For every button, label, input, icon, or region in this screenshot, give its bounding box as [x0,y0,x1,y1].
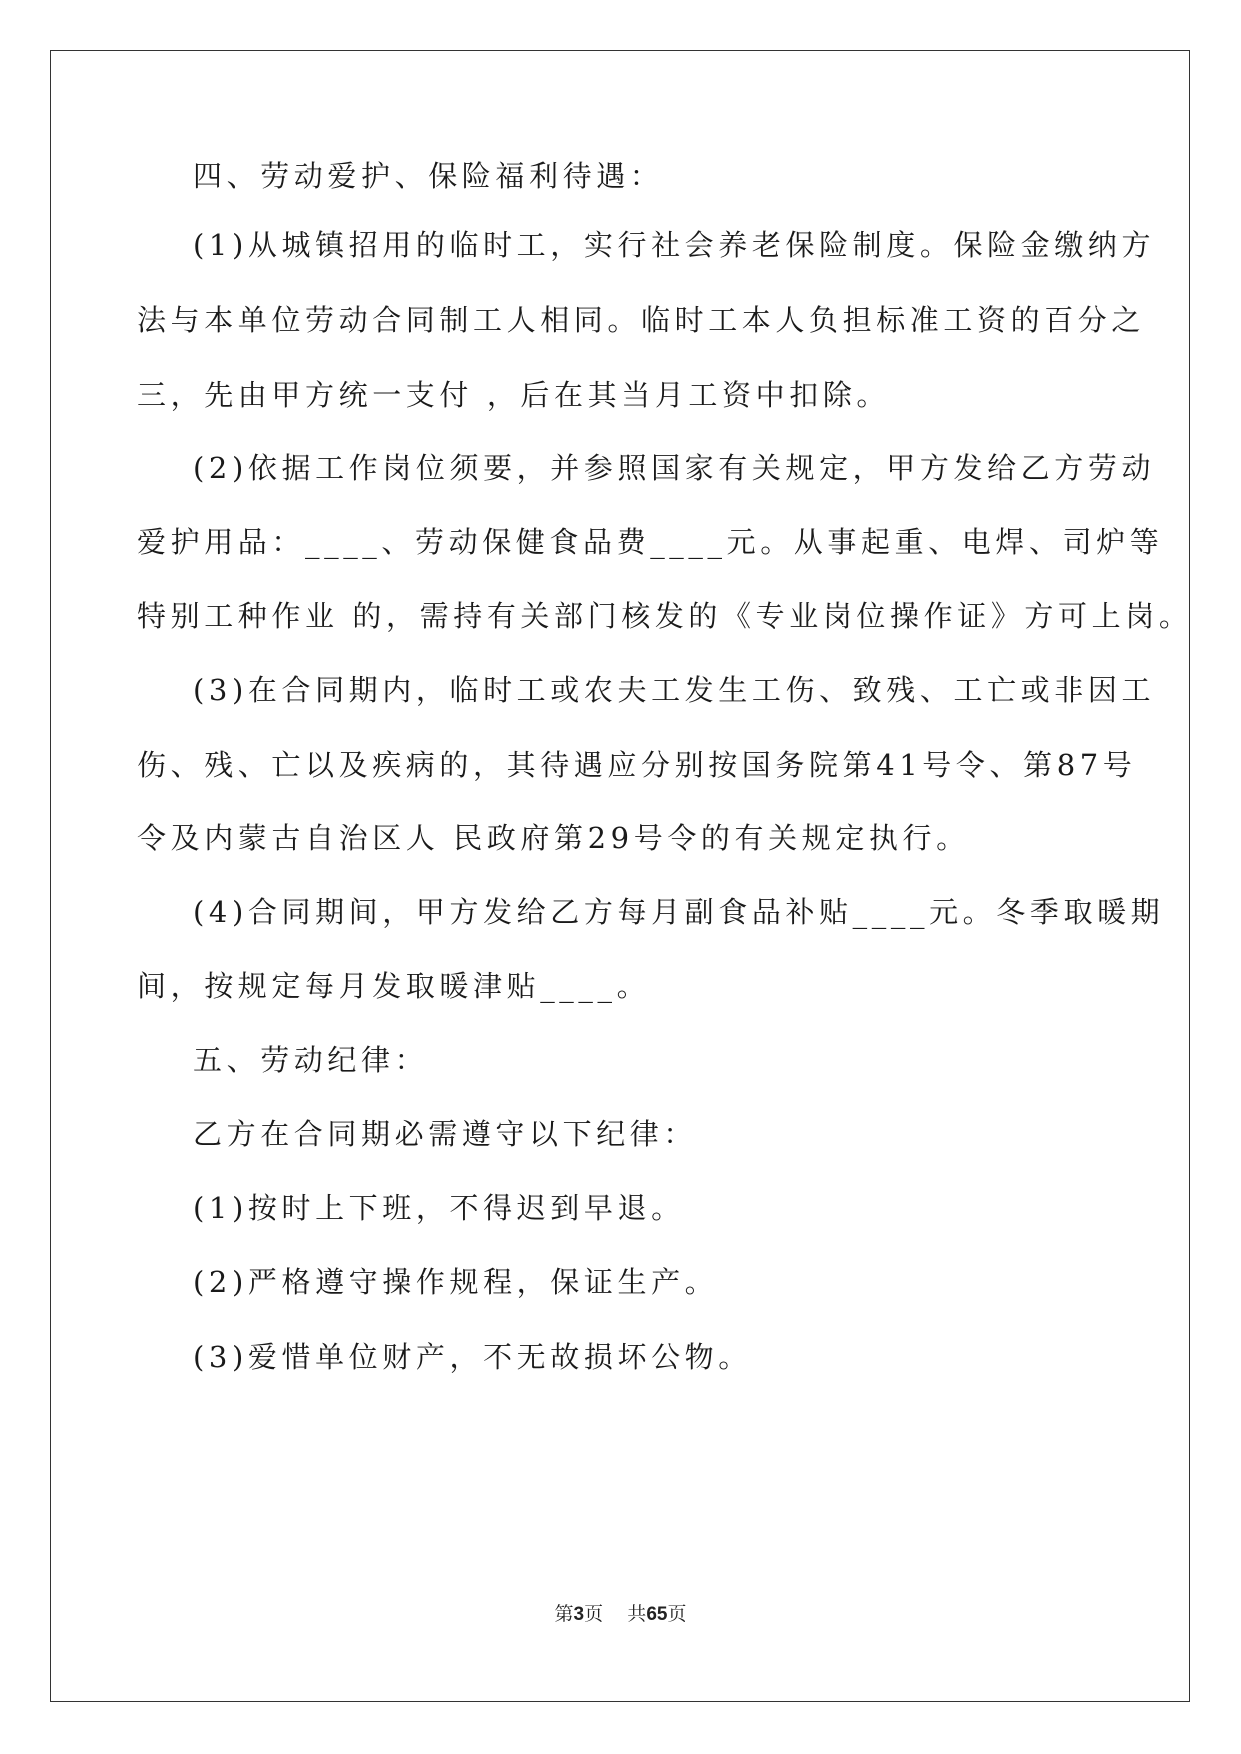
page-footer [0,1602,1241,1627]
paragraph-line: 爱护用品：____、劳动保健食品费____元。从事起重、电焊、司炉等 [137,525,1164,559]
page-prefix: 第 [554,1603,574,1625]
total-page-count: 65 [646,1604,668,1625]
paragraph-line: 乙方在合同期必需遵守以下纪律： [193,1117,698,1151]
paragraph-line: (3)在合同期内，临时工或农夫工发生工伤、致残、工亡或非因工 [193,673,1156,707]
paragraph-line: 伤、残、亡以及疾病的，其待遇应分别按国务院第41号令、第87号 [137,748,1137,782]
list-item: (3)爱惜单位财产，不无故损坏公物。 [193,1340,752,1374]
paragraph-line: (4)合同期间，甲方发给乙方每月副食品补贴____元。冬季取暖期 [193,895,1165,929]
section-heading: 五、劳动纪律： [193,1043,429,1077]
paragraph-line: 令及内蒙古自治区人 民政府第29号令的有关规定执行。 [137,821,970,855]
paragraph-line: 三，先由甲方统一支付 ，后在其当月工资中扣除。 [137,378,891,412]
page-border [50,50,1193,1702]
total-prefix: 共 [627,1603,647,1625]
paragraph-line: 特别工种作业 的，需持有关部门核发的《专业岗位操作证》方可上岗。 [137,599,1193,633]
paragraph-line: 间，按规定每月发取暖津贴____。 [137,969,651,1003]
paragraph-line: (2)依据工作岗位须要，并参照国家有关规定，甲方发给乙方劳动 [193,451,1156,485]
list-item: (1)按时上下班，不得迟到早退。 [193,1191,685,1225]
paragraph-line: (1)从城镇招用的临时工，实行社会养老保险制度。保险金缴纳方 [193,228,1156,262]
current-page-number: 3 [573,1604,585,1625]
paragraph-line: 法与本单位劳动合同制工人相同。临时工本人负担标准工资的百分之 [137,303,1146,337]
section-heading: 四、劳动爱护、保险福利待遇： [193,159,664,193]
page-suffix: 页 [584,1603,604,1625]
total-suffix: 页 [667,1603,687,1625]
list-item: (2)严格遵守操作规程，保证生产。 [193,1265,719,1299]
